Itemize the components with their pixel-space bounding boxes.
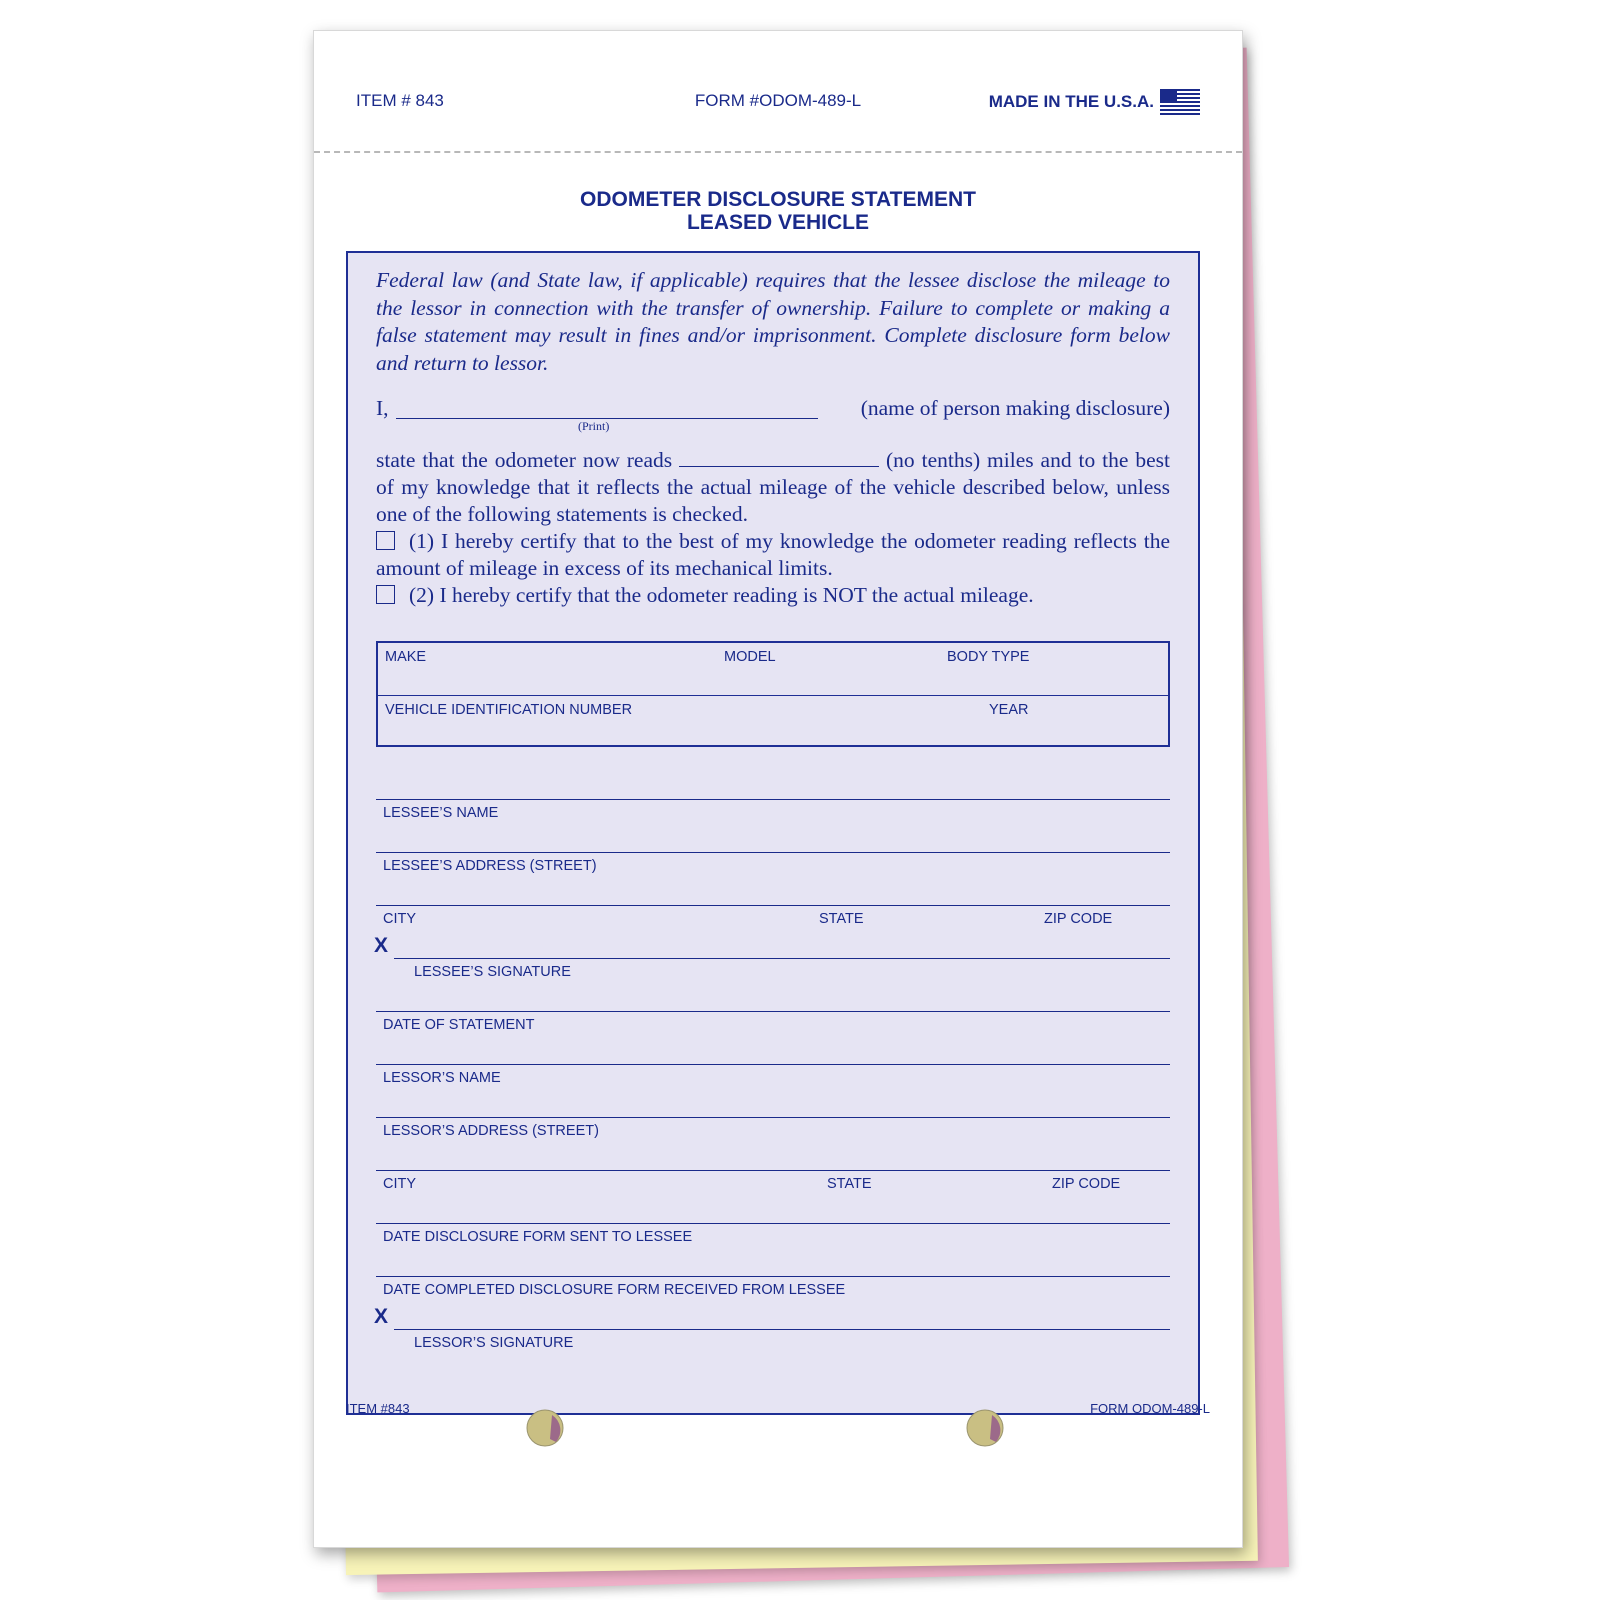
declaration-prefix: I, bbox=[376, 396, 389, 420]
lessor-city-field[interactable] bbox=[376, 1170, 1170, 1223]
lessee-address-label: LESSEE’S ADDRESS (STREET) bbox=[383, 858, 597, 874]
date-sent-field[interactable] bbox=[376, 1223, 1170, 1276]
print-note: (Print) bbox=[578, 419, 610, 433]
form-sheet bbox=[313, 30, 1243, 1548]
date-received-field[interactable] bbox=[376, 1276, 1170, 1329]
made-in-label: MADE IN THE U.S.A. bbox=[988, 92, 1154, 111]
statement-part1: state that the odometer now reads bbox=[376, 448, 673, 472]
declaration-suffix: (name of person making disclosure) bbox=[860, 396, 1170, 420]
field-line bbox=[376, 1064, 1170, 1065]
lessee-city-field[interactable] bbox=[376, 905, 1170, 958]
binding-hole-icon bbox=[966, 1409, 1004, 1447]
lessor-city-label: CITY bbox=[383, 1176, 417, 1192]
signature-x-mark: X bbox=[374, 934, 389, 957]
field-line bbox=[376, 1170, 1170, 1171]
mileage-blank[interactable] bbox=[679, 448, 879, 467]
lessor-state-label: STATE bbox=[827, 1176, 872, 1192]
field-line bbox=[376, 905, 1170, 906]
form-number: FORM #ODOM-489-L bbox=[694, 91, 862, 110]
vehicle-row-2[interactable] bbox=[378, 696, 1168, 748]
lessor-address-field[interactable] bbox=[376, 1117, 1170, 1170]
lessor-signature-label: LESSOR’S SIGNATURE bbox=[414, 1335, 574, 1351]
lessee-name-field[interactable] bbox=[376, 799, 1170, 852]
lessor-zip-label: ZIP CODE bbox=[1052, 1176, 1121, 1192]
field-line bbox=[376, 1276, 1170, 1277]
option1-text: (1) I hereby certify that to the best of my knowledge the odometer reading reflects the amount of mileage in excess of its mechanical limits. bbox=[376, 529, 1170, 580]
date-received-label: DATE COMPLETED DISCLOSURE FORM RECEIVED FROM LESSEE bbox=[383, 1282, 846, 1298]
lessor-signature-field[interactable] bbox=[374, 1305, 1170, 1382]
field-line bbox=[376, 852, 1170, 853]
date-of-statement-field[interactable] bbox=[376, 1011, 1170, 1064]
make-label: MAKE bbox=[385, 649, 427, 665]
lessee-city-label: CITY bbox=[383, 911, 417, 927]
field-line bbox=[376, 1223, 1170, 1224]
option1-checkbox[interactable] bbox=[376, 531, 395, 550]
date-of-statement-label: DATE OF STATEMENT bbox=[383, 1017, 535, 1033]
lessee-name-label: LESSEE’S NAME bbox=[383, 805, 499, 821]
field-line bbox=[394, 1329, 1170, 1330]
vehicle-table bbox=[376, 641, 1170, 747]
body-type-label: BODY TYPE bbox=[947, 649, 1030, 665]
option2-text: (2) I hereby certify that the odometer reading is NOT the actual mileage. bbox=[409, 583, 1034, 607]
us-flag-icon bbox=[1160, 89, 1200, 115]
form-title bbox=[314, 188, 1242, 234]
field-line bbox=[376, 1117, 1170, 1118]
intro-text: Federal law (and State law, if applicable) requires that the lessee disclose the mileage to the lessor in connection with the transfer of ownership. Failure to complete or making a false statement may result in fines and/or imprisonment. Complete disclosure form below and return to lessor. bbox=[376, 268, 1170, 375]
footer-form-number: FORM ODOM-489-L bbox=[1090, 1401, 1210, 1416]
date-sent-label: DATE DISCLOSURE FORM SENT TO LESSEE bbox=[383, 1229, 693, 1245]
option2-checkbox[interactable] bbox=[376, 585, 395, 604]
perforation-line bbox=[314, 151, 1242, 153]
made-in-usa bbox=[989, 89, 1200, 115]
lessee-address-field[interactable] bbox=[376, 852, 1170, 905]
year-label: YEAR bbox=[989, 702, 1029, 718]
signature-x-mark: X bbox=[374, 1305, 389, 1328]
footer-item-number: ITEM #843 bbox=[346, 1401, 410, 1416]
title-line-1: ODOMETER DISCLOSURE STATEMENT bbox=[580, 188, 976, 211]
title-line-2: LEASED VEHICLE bbox=[686, 211, 870, 234]
field-line bbox=[394, 958, 1170, 959]
item-number: ITEM # 843 bbox=[356, 91, 444, 110]
lessor-name-field[interactable] bbox=[376, 1064, 1170, 1117]
lessee-signature-field[interactable] bbox=[374, 934, 1170, 1011]
lessee-state-label: STATE bbox=[819, 911, 864, 927]
field-line bbox=[376, 799, 1170, 800]
lessor-address-label: LESSOR’S ADDRESS (STREET) bbox=[383, 1123, 599, 1139]
lessee-signature-label: LESSEE’S SIGNATURE bbox=[414, 964, 571, 980]
statement-part2: (no tenths) miles and to the best of my knowledge that it reflects the actual mileage of the vehicle described below, unless one of the following statements is checked. bbox=[376, 448, 1171, 526]
vehicle-row-1[interactable] bbox=[378, 643, 1168, 696]
lessee-zip-label: ZIP CODE bbox=[1044, 911, 1113, 927]
lessor-name-label: LESSOR’S NAME bbox=[383, 1070, 501, 1086]
vin-label: VEHICLE IDENTIFICATION NUMBER bbox=[385, 702, 633, 718]
header-stub bbox=[314, 31, 1242, 151]
declaration-line bbox=[376, 396, 1170, 426]
field-line bbox=[376, 1011, 1170, 1012]
odometer-statement bbox=[376, 447, 1170, 609]
binding-hole-icon bbox=[526, 1409, 564, 1447]
form-panel bbox=[346, 251, 1200, 1415]
model-label: MODEL bbox=[724, 649, 776, 665]
